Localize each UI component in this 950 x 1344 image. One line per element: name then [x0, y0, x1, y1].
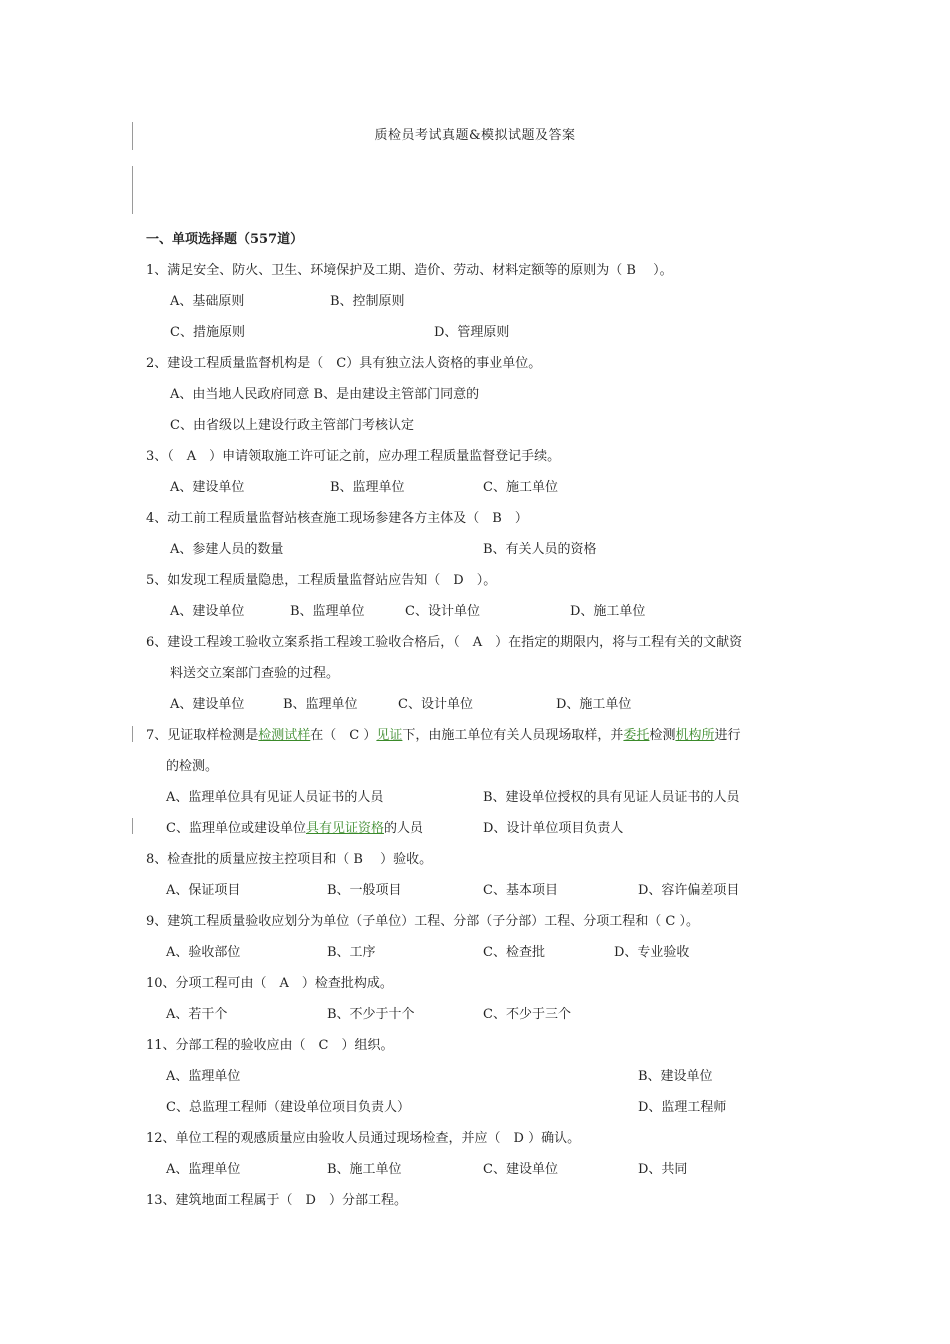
q3-option-c: C、施工单位 [483, 480, 558, 495]
q7-option-c-part: C、监理单位或建设单位 [166, 821, 306, 836]
question-8: 8、检查批的质量应按主控项目和（ B ）验收。 [146, 852, 433, 867]
q11-option-b: B、建设单位 [638, 1069, 713, 1084]
q12-option-b: B、施工单位 [327, 1162, 402, 1177]
q1-option-a: A、基础原则 [170, 294, 245, 309]
q7-text-part: 7、见证取样检测是 [146, 728, 259, 743]
question-1: 1、满足安全、防火、卫生、环境保护及工期、造价、劳动、材料定额等的原则为（ B ）。 [146, 263, 673, 278]
section-heading: 一、单项选择题（557道） [146, 232, 304, 247]
q8-option-b: B、一般项目 [327, 883, 402, 898]
q1-option-d: D、管理原则 [434, 325, 510, 340]
q7-option-c [166, 819, 423, 839]
q3-option-a: A、建设单位 [170, 480, 245, 495]
q7-text-part: 进行 [714, 728, 741, 743]
q10-option-a: A、若干个 [166, 1007, 228, 1022]
question-3: 3、（ A ）申请领取施工许可证之前，应办理工程质量监督登记手续。 [146, 449, 561, 464]
q1-option-b: B、控制原则 [330, 294, 405, 309]
link-inspection-sample[interactable]: 检测试样 [258, 728, 311, 743]
document-title: 质检员考试真题&模拟试题及答案 [374, 128, 576, 143]
question-2: 2、建设工程质量监督机构是（ C）具有独立法人资格的事业单位。 [146, 356, 542, 371]
q9-option-a: A、验收部位 [166, 945, 241, 960]
q1-option-c: C、措施原则 [170, 325, 245, 340]
q6-option-a: A、建设单位 [170, 697, 245, 712]
q8-option-d: D、容许偏差项目 [638, 883, 740, 898]
q4-option-b: B、有关人员的资格 [483, 542, 597, 557]
q11-option-a: A、监理单位 [166, 1069, 241, 1084]
q8-option-a: A、保证项目 [166, 883, 241, 898]
question-5: 5、如发现工程质量隐患，工程质量监督站应告知（ D ）。 [146, 573, 497, 588]
q7-text-part: 在（ C ） [310, 728, 377, 743]
q2-option-c: C、由省级以上建设行政主管部门考核认定 [170, 418, 414, 433]
question-7 [146, 726, 740, 746]
q12-option-a: A、监理单位 [166, 1162, 241, 1177]
q2-option-a: A、由当地人民政府同意 B、是由建设主管部门同意的 [170, 387, 480, 402]
q8-option-c: C、基本项目 [483, 883, 558, 898]
q7-option-a: A、监理单位具有见证人员证书的人员 [166, 790, 384, 805]
q5-option-c: C、设计单位 [405, 604, 480, 619]
question-6: 6、建设工程竣工验收立案系指工程竣工验收合格后，（ A ）在指定的期限内，将与工程有关的文献资 [146, 635, 743, 650]
q6-option-b: B、监理单位 [283, 697, 358, 712]
question-7-continued: 的检测。 [166, 759, 219, 774]
question-10: 10、分项工程可由（ A ）检查批构成。 [146, 976, 393, 991]
q4-option-a: A、参建人员的数量 [170, 542, 284, 557]
q9-option-b: B、工序 [327, 945, 376, 960]
revision-bar [132, 166, 133, 214]
q12-option-c: C、建设单位 [483, 1162, 558, 1177]
q6-option-d: D、施工单位 [556, 697, 632, 712]
q11-option-d: D、监理工程师 [638, 1100, 727, 1115]
question-13: 13、建筑地面工程属于（ D ）分部工程。 [146, 1193, 407, 1208]
link-witness[interactable]: 见证 [376, 728, 403, 743]
q7-option-d: D、设计单位项目负责人 [483, 821, 624, 836]
q3-option-b: B、监理单位 [330, 480, 405, 495]
q12-option-d: D、共同 [638, 1162, 688, 1177]
question-9: 9、建筑工程质量验收应划分为单位（子单位）工程、分部（子分部）工程、分项工程和（ C ）。 [146, 914, 699, 929]
q7-option-b: B、建设单位授权的具有见证人员证书的人员 [483, 790, 740, 805]
revision-bar [132, 726, 133, 742]
q7-text-part: 检测 [649, 728, 676, 743]
q7-option-c-part: 的人员 [383, 821, 423, 836]
link-entrust[interactable]: 委托 [623, 728, 650, 743]
link-institution[interactable]: 机构所 [675, 728, 715, 743]
revision-bar [132, 818, 133, 834]
q9-option-c: C、检查批 [483, 945, 545, 960]
q9-option-d: D、专业验收 [614, 945, 690, 960]
q6-option-c: C、设计单位 [398, 697, 473, 712]
question-12: 12、单位工程的观感质量应由验收人员通过现场检查，并应（ D ）确认。 [146, 1131, 581, 1146]
question-4: 4、动工前工程质量监督站核查施工现场参建各方主体及（ B ） [146, 511, 528, 526]
q10-option-c: C、不少于三个 [483, 1007, 571, 1022]
q10-option-b: B、不少于十个 [327, 1007, 415, 1022]
q11-option-c: C、总监理工程师（建设单位项目负责人） [166, 1100, 410, 1115]
q5-option-b: B、监理单位 [290, 604, 365, 619]
question-11: 11、分部工程的验收应由（ C ）组织。 [146, 1038, 394, 1053]
link-witness-qualification[interactable]: 具有见证资格 [305, 821, 384, 836]
question-6-continued: 料送交立案部门查验的过程。 [170, 666, 340, 681]
q5-option-a: A、建设单位 [170, 604, 245, 619]
q5-option-d: D、施工单位 [570, 604, 646, 619]
q7-text-part: 下，由施工单位有关人员现场取样，并 [402, 728, 624, 743]
